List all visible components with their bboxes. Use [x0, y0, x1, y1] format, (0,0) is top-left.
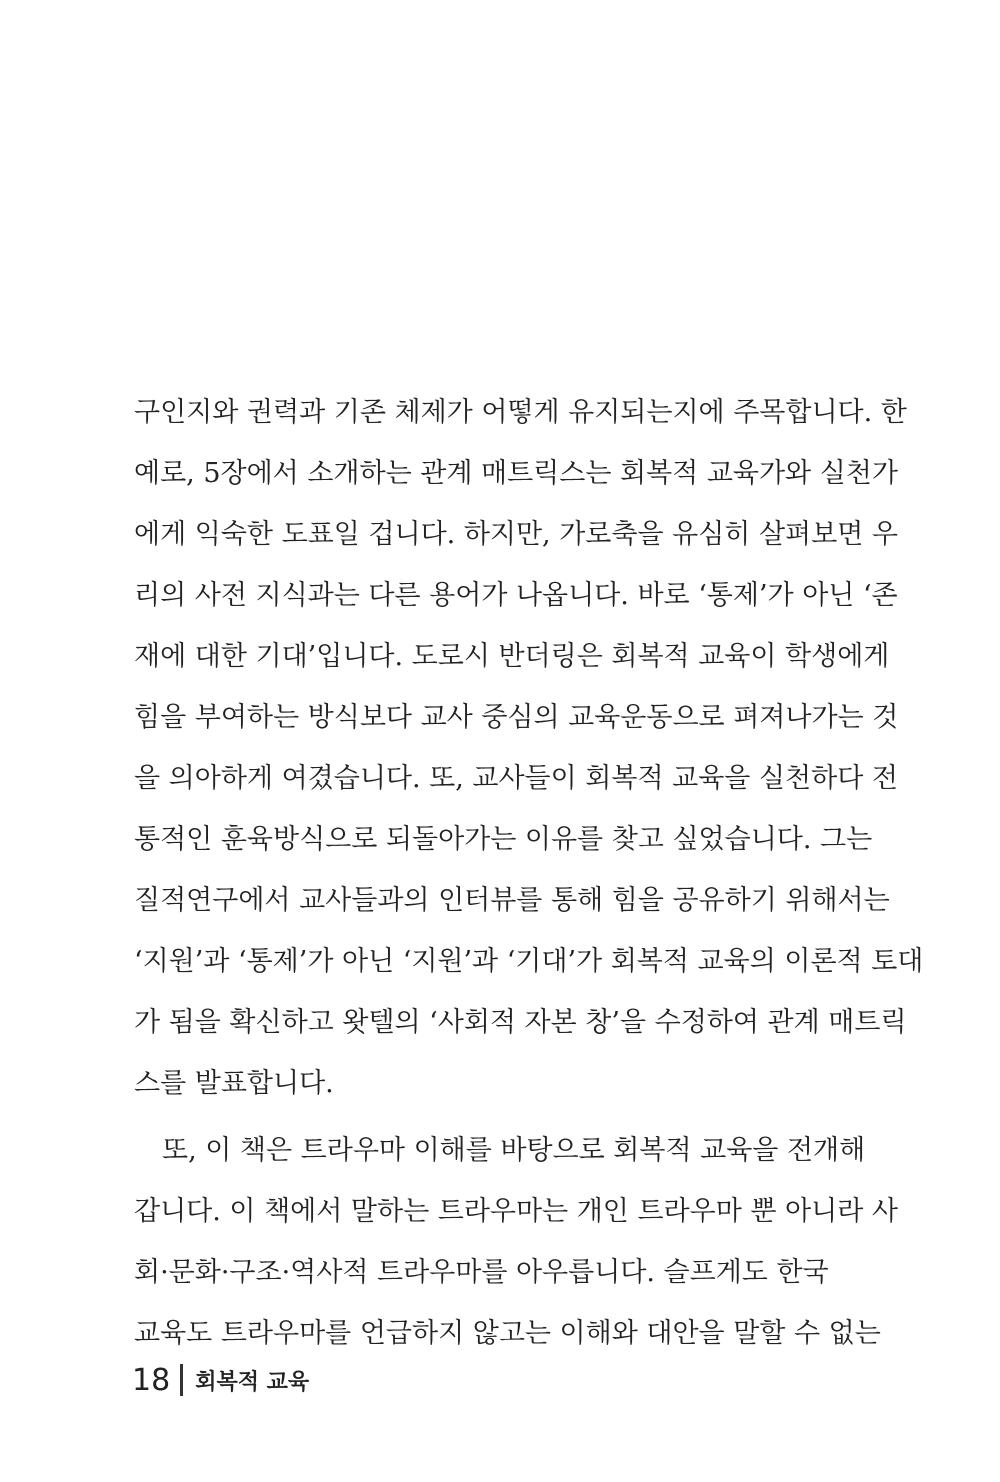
text-line: 리의 사전 지식과는 다른 용어가 나옵니다. 바로 ‘통제’가 아닌 ‘존	[134, 580, 898, 611]
text-line: 교육도 트라우마를 언급하지 않고는 이해와 대안을 말할 수 없는	[134, 1318, 881, 1349]
text-line: 또, 이 책은 트라우마 이해를 바탕으로 회복적 교육을 전개해	[162, 1135, 866, 1166]
text-line: 통적인 훈육방식으로 되돌아가는 이유를 찾고 싶었습니다. 그는	[134, 824, 873, 855]
text-line: 스를 발표합니다.	[134, 1068, 334, 1099]
text-line: 을 의아하게 여겼습니다. 또, 교사들이 회복적 교육을 실천하다 전	[134, 763, 898, 794]
page-footer	[132, 1358, 309, 1402]
text-line: 재에 대한 기대’입니다. 도로시 반더링은 회복적 교육이 학생에게	[134, 641, 890, 672]
text-line: 구인지와 권력과 기존 체제가 어떻게 유지되는지에 주목합니다. 한	[134, 397, 907, 428]
body-text	[134, 382, 924, 1364]
text-line: ‘지원’과 ‘통제’가 아닌 ‘지원’과 ‘기대’가 회복적 교육의 이론적 토대	[134, 946, 924, 977]
page-number: 18	[132, 1362, 171, 1398]
text-line: 가 됨을 확신하고 왓텔의 ‘사회적 자본 창’을 수정하여 관계 매트릭	[134, 1007, 907, 1038]
paragraph	[134, 382, 924, 1114]
text-line: 회·문화·구조·역사적 트라우마를 아우릅니다. 슬프게도 한국	[134, 1257, 829, 1288]
paragraph	[134, 1120, 898, 1364]
footer-divider	[180, 1364, 183, 1396]
text-line: 에게 익숙한 도표일 겁니다. 하지만, 가로축을 유심히 살펴보면 우	[134, 519, 898, 550]
running-title: 회복적 교육	[195, 1369, 310, 1395]
text-line: 질적연구에서 교사들과의 인터뷰를 통해 힘을 공유하기 위해서는	[134, 885, 890, 916]
text-line: 힘을 부여하는 방식보다 교사 중심의 교육운동으로 펴져나가는 것	[134, 702, 899, 733]
text-line: 갑니다. 이 책에서 말하는 트라우마는 개인 트라우마 뿐 아니라 사	[134, 1196, 898, 1227]
text-line: 예로, 5장에서 소개하는 관계 매트릭스는 회복적 교육가와 실천가	[134, 458, 898, 489]
